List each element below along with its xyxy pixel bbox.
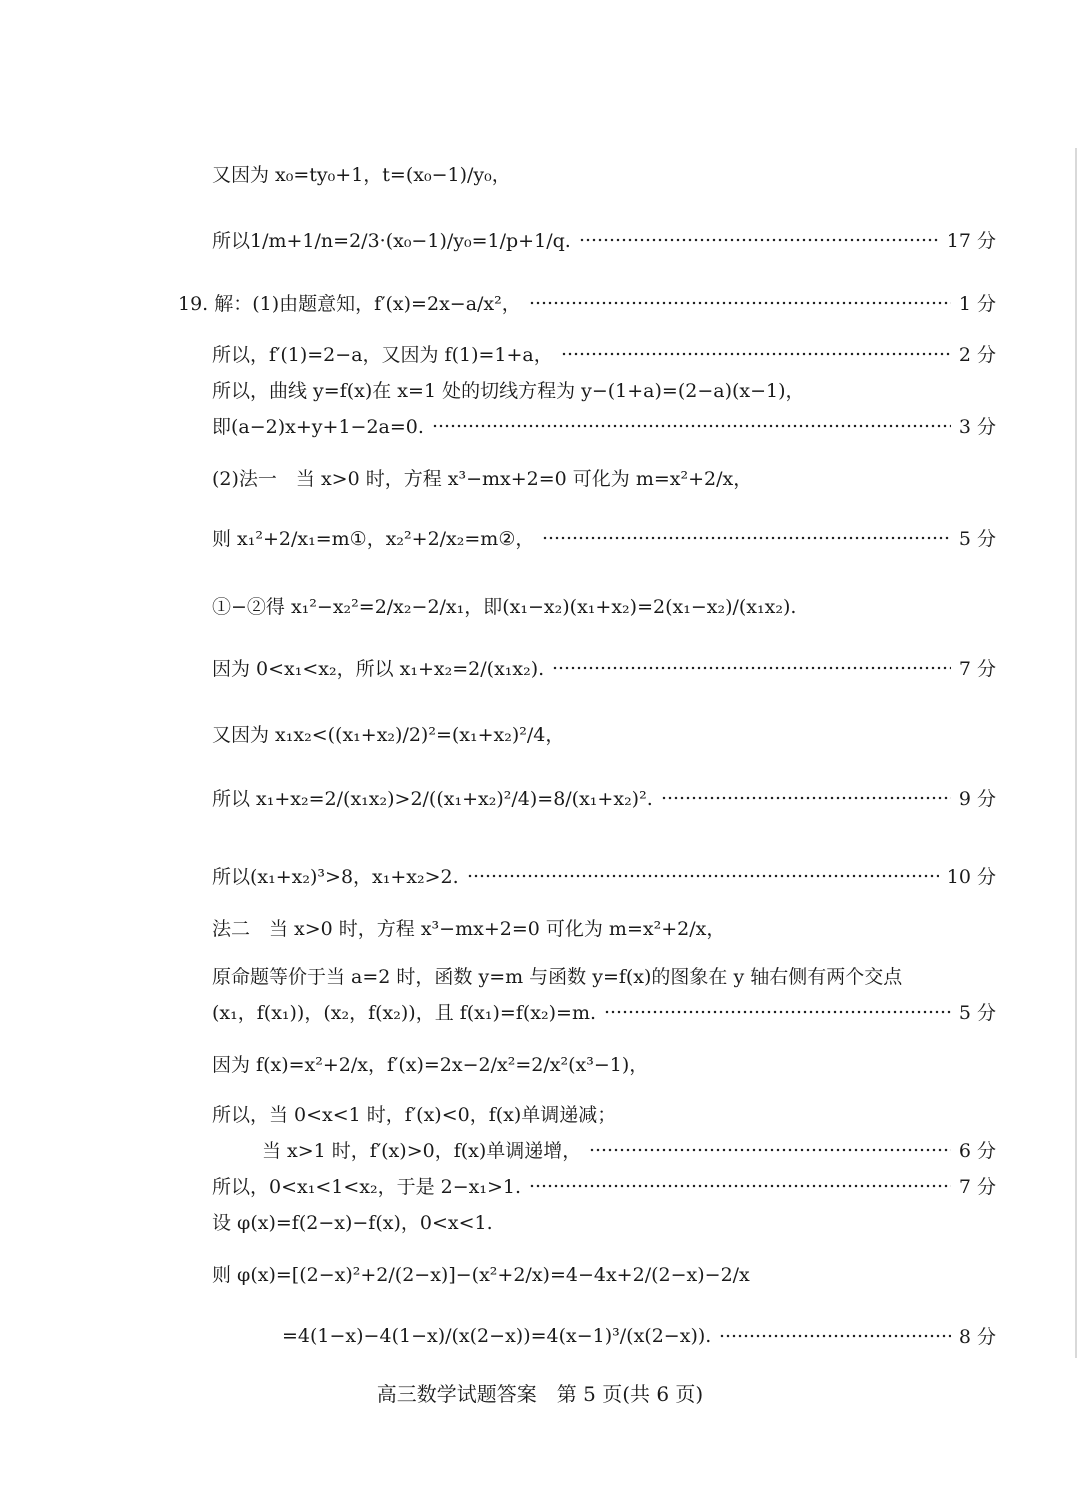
line-1: [212, 160, 996, 187]
line-11-text: 又因为 x₁x₂<((x₁+x₂)/2)²=(x₁+x₂)²/4，: [212, 724, 565, 746]
line-9: [212, 592, 996, 619]
score-label: 3 分: [958, 416, 996, 438]
score-label: 7 分: [958, 1176, 996, 1198]
line-15: [212, 962, 996, 989]
page-footer: 高三数学试题答案 第 5 页(共 6 页): [376, 1382, 704, 1406]
line-21: [212, 1208, 996, 1235]
line-8: [212, 524, 996, 551]
line-1-text: 又因为 x₀=ty₀+1，t=(x₀−1)/y₀，: [212, 164, 511, 186]
line-3-text: 19. 解：(1)由题意知，f′(x)=2x−a/x²，: [178, 293, 521, 315]
leader-dots: [661, 796, 951, 800]
line-7: [212, 464, 996, 491]
line-22-text: 则 φ(x)=[(2−x)²+2/(2−x)]−(x²+2/x)=4−4x+2/(2−x)−2/x: [212, 1264, 750, 1286]
line-16-text: (x₁，f(x₁))，(x₂，f(x₂))，且 f(x₁)=f(x₂)=m.: [212, 1002, 597, 1024]
page-edge-line: [1075, 148, 1077, 1358]
score-label: 2 分: [958, 344, 996, 366]
line-7-text: (2)法一 当 x>0 时，方程 x³−mx+2=0 可化为 m=x²+2/x，: [212, 468, 753, 490]
line-23: [282, 1322, 996, 1349]
line-17: [212, 1050, 996, 1077]
line-3: [178, 289, 996, 316]
line-20-text: 所以，0<x₁<1<x₂，于是 2−x₁>1.: [212, 1176, 522, 1198]
leader-dots: [719, 1334, 951, 1338]
line-23-text: =4(1−x)−4(1−x)/(x(2−x))=4(x−1)³/(x(2−x)).: [282, 1324, 712, 1347]
line-2-text: 所以1/m+1/n=2/3·(x₀−1)/y₀=1/p+1/q.: [212, 230, 571, 252]
line-8-text: 则 x₁²+2/x₁=m①，x₂²+2/x₂=m②，: [212, 528, 535, 550]
line-14-text: 法二 当 x>0 时，方程 x³−mx+2=0 可化为 m=x²+2/x，: [212, 918, 726, 940]
line-6: [212, 412, 996, 439]
score-label: 7 分: [958, 658, 996, 680]
line-16: [212, 998, 996, 1025]
line-4: [212, 340, 996, 367]
score-label: 1 分: [958, 293, 996, 315]
leader-dots: [579, 238, 939, 242]
leader-dots: [529, 301, 951, 305]
line-12: [212, 784, 996, 811]
line-2: [212, 226, 996, 253]
line-22: [212, 1260, 996, 1287]
line-13-text: 所以(x₁+x₂)³>8，x₁+x₂>2.: [212, 866, 459, 888]
line-6-text: 即(a−2)x+y+1−2a=0.: [212, 416, 424, 438]
line-11: [212, 720, 996, 747]
line-20: [212, 1172, 996, 1199]
score-label: 5 分: [958, 528, 996, 550]
leader-dots: [467, 874, 939, 878]
line-18: [212, 1100, 996, 1127]
line-5-text: 所以，曲线 y=f(x)在 x=1 处的切线方程为 y−(1+a)=(2−a)(x−1)，: [212, 380, 805, 402]
line-13: [212, 862, 996, 889]
line-10: [212, 654, 996, 681]
leader-dots: [552, 666, 951, 670]
leader-dots: [529, 1184, 951, 1188]
line-9-text: ①−②得 x₁²−x₂²=2/x₂−2/x₁，即(x₁−x₂)(x₁+x₂)=2(x₁−x₂)/(x₁x₂).: [212, 596, 797, 618]
line-17-text: 因为 f(x)=x²+2/x，f′(x)=2x−2/x²=2/x²(x³−1)，: [212, 1054, 649, 1076]
line-18-text: 所以，当 0<x<1 时，f′(x)<0，f(x)单调递减；: [212, 1104, 617, 1126]
leader-dots: [542, 536, 950, 540]
score-label: 5 分: [958, 1002, 996, 1024]
score-label: 6 分: [958, 1140, 996, 1162]
line-14: [212, 914, 996, 941]
leader-dots: [561, 352, 951, 356]
line-19-text: 当 x>1 时，f′(x)>0，f(x)单调递增，: [262, 1140, 582, 1162]
leader-dots: [589, 1148, 951, 1152]
line-21-text: 设 φ(x)=f(2−x)−f(x)，0<x<1.: [212, 1212, 493, 1234]
line-12-text: 所以 x₁+x₂=2/(x₁x₂)>2/((x₁+x₂)²/4)=8/(x₁+x₂)².: [212, 788, 653, 810]
score-label: 17 分: [946, 230, 996, 252]
score-label: 10 分: [946, 866, 996, 888]
line-4-text: 所以，f′(1)=2−a，又因为 f(1)=1+a，: [212, 344, 553, 366]
line-10-text: 因为 0<x₁<x₂，所以 x₁+x₂=2/(x₁x₂).: [212, 658, 545, 680]
line-19: [262, 1136, 996, 1163]
leader-dots: [432, 424, 951, 428]
score-label: 8 分: [958, 1326, 996, 1348]
line-15-text: 原命题等价于当 a=2 时，函数 y=m 与函数 y=f(x)的图象在 y 轴右侧有两个交点: [212, 966, 903, 988]
leader-dots: [604, 1010, 951, 1014]
score-label: 9 分: [958, 788, 996, 810]
line-5: [212, 376, 996, 403]
